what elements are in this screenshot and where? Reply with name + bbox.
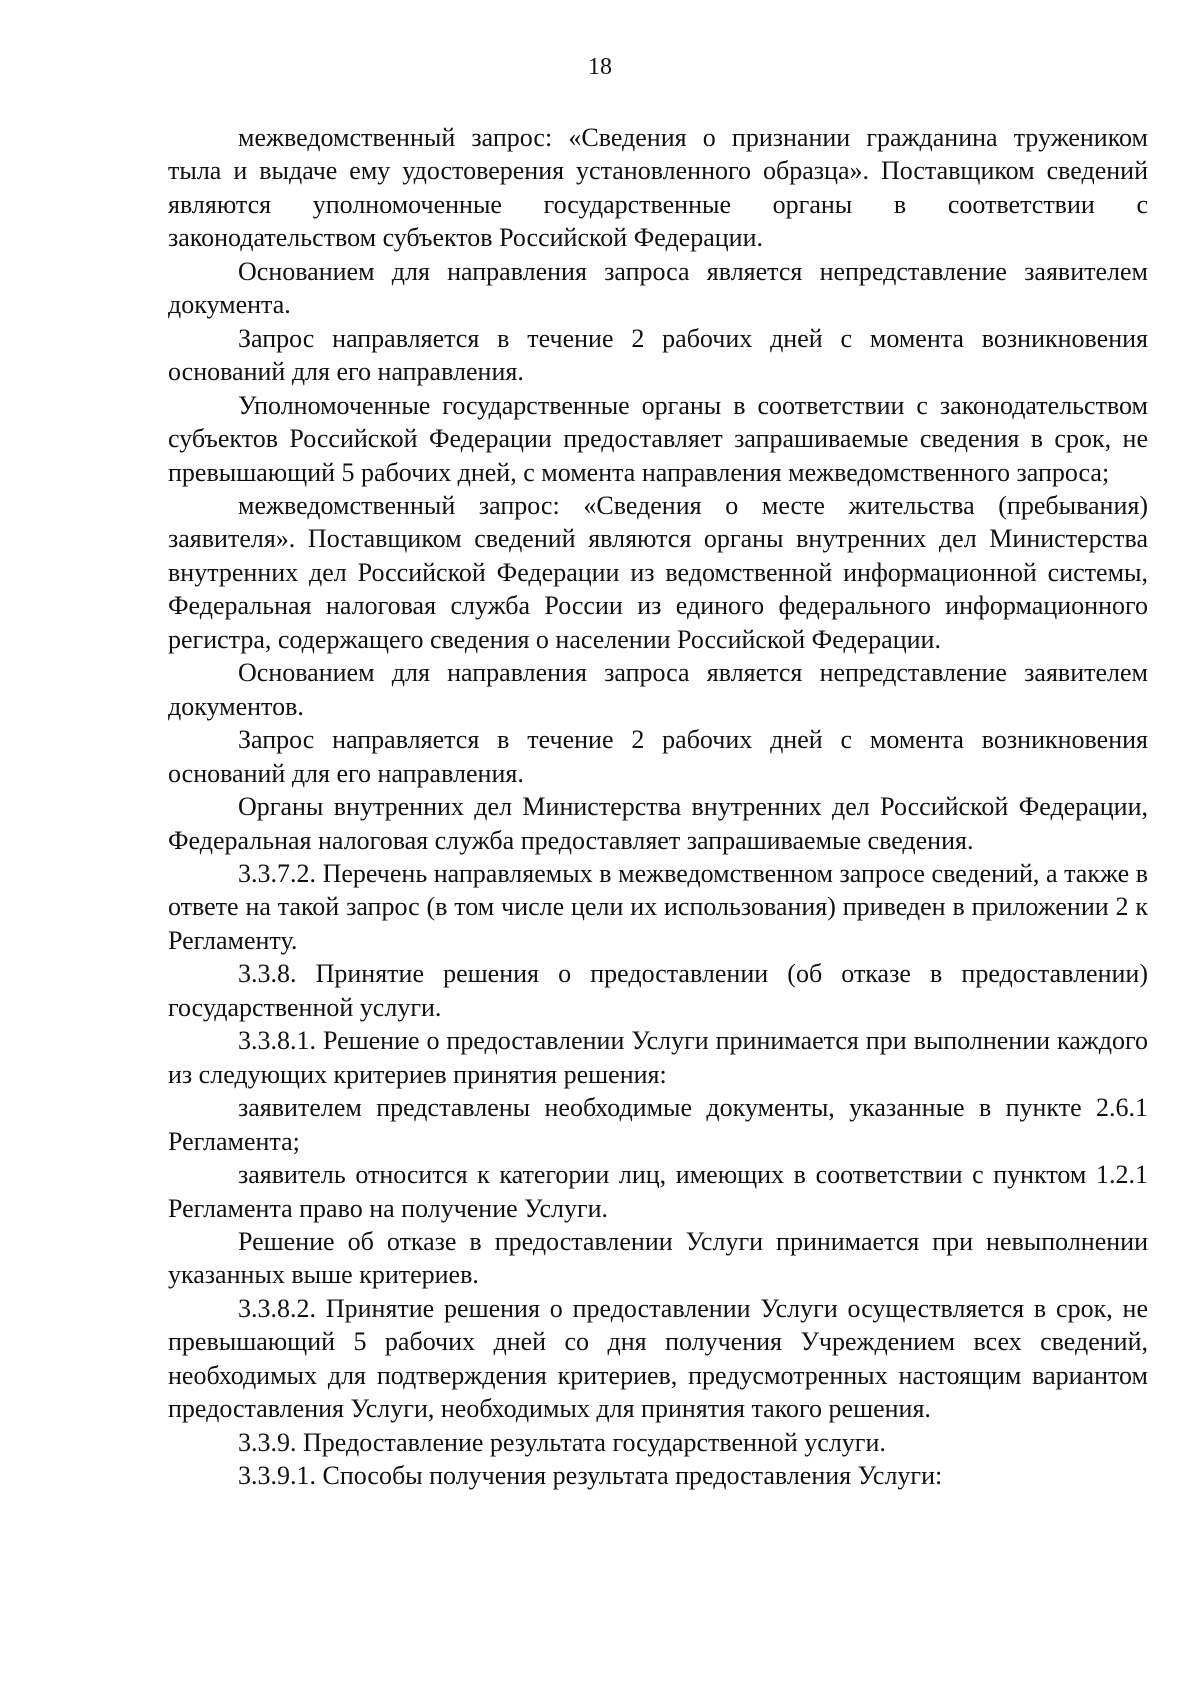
- paragraph-section-3-3-8-1: 3.3.8.1. Решение о предоставлении Услуги принимается при выполнении каждого из следующих критериев принятия решения:: [168, 1026, 1148, 1089]
- paragraph-criterion-category: заявитель относится к категории лиц, имеющих в соответствии с пунктом 1.2.1 Регламента право на получение Услуги.: [168, 1160, 1148, 1223]
- paragraph-internal-affairs-response: Органы внутренних дел Министерства внутренних дел Российской Федерации, Федеральная налоговая служба предоставляет запрашиваемые сведения.: [168, 792, 1148, 855]
- paragraph-request-basis-documents: Основанием для направления запроса является непредставление заявителем документов.: [168, 658, 1148, 721]
- page-number: 18: [588, 54, 612, 80]
- paragraph-section-3-3-8-2: 3.3.8.2. Принятие решения о предоставлении Услуги осуществляется в срок, не превышающий 5 рабочих дней со дня получения Учреждением всех сведений, необходимых для подтверждения критериев, предусмотренных настоящим вариантом предоставления Услуги, необходимых для принятия такого решения.: [168, 1293, 1148, 1424]
- paragraph-request-deadline: Запрос направляется в течение 2 рабочих дней с момента возникновения оснований для его направления.: [168, 323, 1148, 387]
- paragraph-interdepartmental-request-residence: межведомственный запрос: «Сведения о месте жительства (пребывания) заявителя». Поставщиком сведений являются органы внутренних дел Министерства внутренних дел Российской Федерации из ведомственной информационной системы, Федеральная налоговая служба России из единого федерального информационного регистра, содержащего сведения о населении Российской Федерации.: [168, 490, 1148, 654]
- document-body: [168, 121, 1148, 1493]
- paragraph-criterion-documents: заявителем представлены необходимые документы, указанные в пункте 2.6.1 Регламента;: [168, 1093, 1148, 1156]
- paragraph-refusal-decision: Решение об отказе в предоставлении Услуги принимается при невыполнении указанных выше критериев.: [168, 1226, 1148, 1290]
- paragraph-section-3-3-8: 3.3.8. Принятие решения о предоставлении (об отказе в предоставлении) государственной услуги.: [168, 959, 1148, 1022]
- paragraph-request-deadline-2: Запрос направляется в течение 2 рабочих дней с момента возникновения оснований для его направления.: [168, 725, 1148, 788]
- paragraph-section-3-3-9-1: 3.3.9.1. Способы получения результата предоставления Услуги:: [238, 1461, 943, 1491]
- paragraph-authorized-bodies-response: Уполномоченные государственные органы в соответствии с законодательством субъектов Российской Федерации предоставляет запрашиваемые сведения в срок, не превышающий 5 рабочих дней, с момента направления межведомственного запроса;: [168, 390, 1148, 487]
- paragraph-section-3-3-7-2: 3.3.7.2. Перечень направляемых в межведомственном запросе сведений, а также в ответе на такой запрос (в том числе цели их использования) приведен в приложении 2 к Регламенту.: [168, 858, 1148, 955]
- paragraph-section-3-3-9: 3.3.9. Предоставление результата государственной услуги.: [238, 1427, 886, 1457]
- paragraph-request-basis: Основанием для направления запроса является непредставление заявителем документа.: [168, 256, 1148, 320]
- paragraph-interdepartmental-request-labor-veteran: межведомственный запрос: «Сведения о признании гражданина тружеником тыла и выдаче ему удостоверения установленного образца». Поставщиком сведений являются уполномоченные государственные органы в соответствии с законодательством субъектов Российской Федерации.: [168, 123, 1148, 253]
